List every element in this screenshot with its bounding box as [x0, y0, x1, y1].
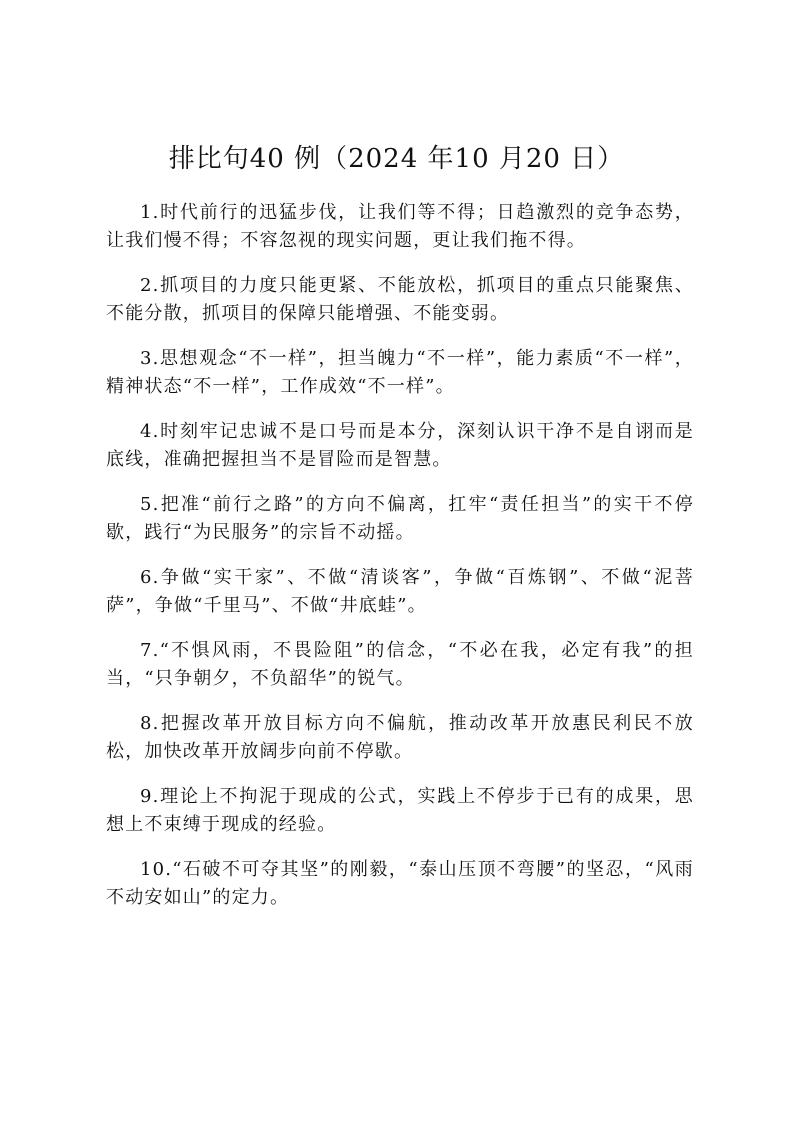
- paragraph: 10.“石破不可夺其坚”的刚毅，“泰山压顶不弯腰”的坚忍，“风雨不动安如山”的定力。: [106, 859, 694, 908]
- paragraph: 7.“不惧风雨，不畏险阻”的信念，“不必在我，必定有我”的担当，“只争朝夕，不负韶华”的锐气。: [106, 640, 694, 689]
- paragraph: 2.抓项目的力度只能更紧、不能放松，抓项目的重点只能聚焦、不能分散，抓项目的保障只能增强、不能变弱。: [106, 275, 694, 324]
- paragraph: 6.争做“实干家”、不做“清谈客”，争做“百炼钢”、不做“泥菩萨”，争做“千里马”、不做“井底蛙”。: [106, 567, 694, 616]
- document-body: [106, 199, 694, 929]
- document-title: 排比句40 例（2024 年10 月20 日）: [168, 144, 625, 174]
- paragraph: 1.时代前行的迅猛步伐，让我们等不得；日趋激烈的竞争态势，让我们慢不得；不容忽视的现实问题，更让我们拖不得。: [106, 202, 694, 251]
- paragraph: 8.把握改革开放目标方向不偏航，推动改革开放惠民利民不放松，加快改革开放阔步向前不停歇。: [106, 713, 694, 762]
- paragraph: 9.理论上不拘泥于现成的公式，实践上不停步于已有的成果，思想上不束缚于现成的经验。: [106, 786, 694, 835]
- paragraph: 3.思想观念“不一样”，担当魄力“不一样”，能力素质“不一样”，精神状态“不一样”，工作成效“不一样”。: [106, 348, 694, 397]
- paragraph: 5.把准“前行之路”的方向不偏离，扛牢“责任担当”的实干不停歇，践行“为民服务”的宗旨不动摇。: [106, 494, 694, 543]
- paragraph: 4.时刻牢记忠诚不是口号而是本分，深刻认识干净不是自诩而是底线，准确把握担当不是冒险而是智慧。: [106, 421, 694, 470]
